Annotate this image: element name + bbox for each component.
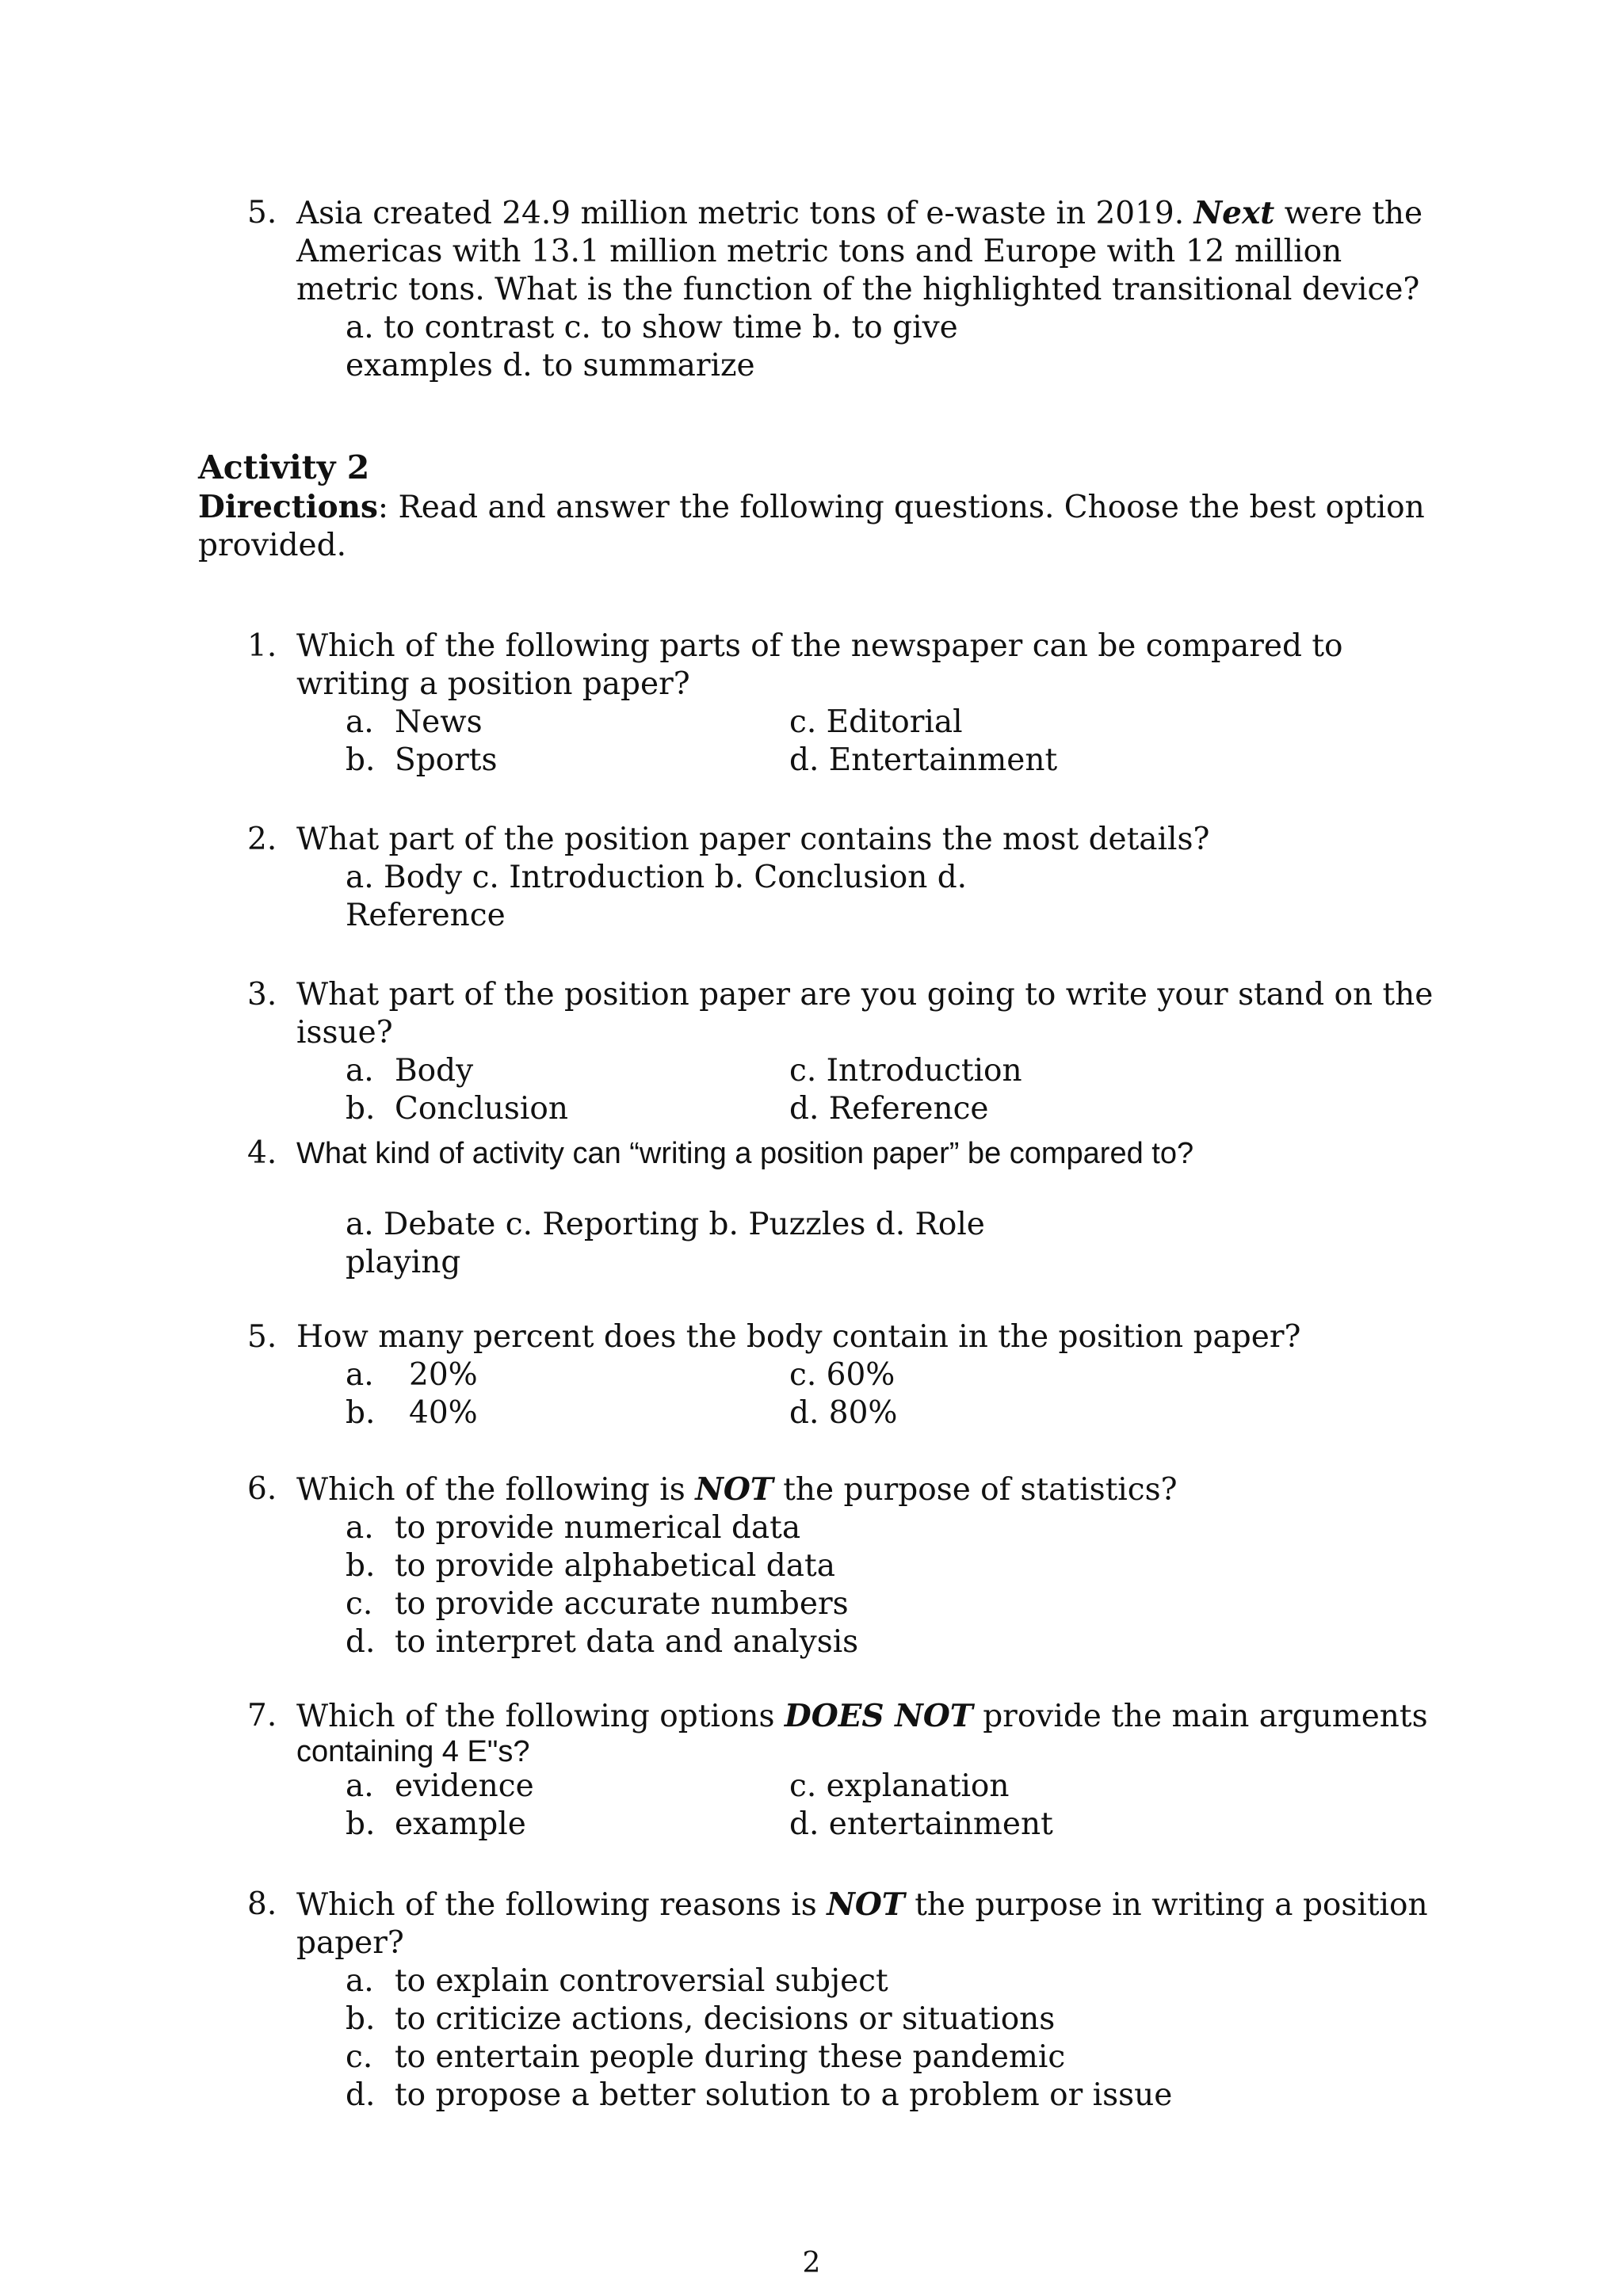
question-text-part: were the Americas with 13.1 million metric tons and Europe with 12 million metric tons. What is the function of the highlighted transitional device? [296,196,1423,307]
option-d: d. entertainment [789,1806,1053,1842]
option-a: a. to explain controversial subject [346,1963,888,1999]
options-line: a. Body c. Introduction b. Conclusion d. [346,860,968,895]
question-3 [247,976,1436,1128]
question-number: 4. [247,1135,277,1171]
page-number: 2 [802,2247,821,2279]
options-grid [346,1356,1436,1432]
option-b: b. Sports [346,742,498,778]
question-text: What part of the position paper are you going to write your stand on the issue? [296,977,1434,1051]
option-c: c. to entertain people during these pandemic [346,2039,1066,2075]
option-d: d. to interpret data and analysis [346,1624,859,1660]
question-text: Which of the following reasons is NOT the purpose in writing a position paper? [296,1886,1428,1961]
activity-title: Activity 2 [198,448,370,486]
question-8 [247,1886,1436,2115]
option-c: c. to provide accurate numbers [346,1586,849,1622]
question-4 [247,1135,1436,1282]
question-emphasis: DOES NOT [784,1698,973,1734]
options-line: a. Debate c. Reporting b. Puzzles d. Role [346,1207,985,1242]
activity-directions [198,488,1434,565]
options-inline [346,1206,1436,1282]
directions-text: : Read and answer the following questions. Choose the best option provided. [198,490,1425,563]
question-number: 6. [247,1471,277,1507]
option-a: a. Body [346,1053,474,1089]
option-b: b. to criticize actions, decisions or situations [346,2001,1056,2037]
option-c: c. 60% [789,1357,896,1393]
option-a: a. evidence [346,1768,534,1804]
question-7 [247,1697,1436,1844]
option-b: b. example [346,1806,526,1842]
options-inline [346,859,1436,935]
question-text [296,194,1436,309]
question-emphasis: NOT [695,1471,773,1508]
question-text: Which of the following parts of the newspaper can be compared to writing a position paper? [296,628,1343,702]
question-number: 5. [247,1319,277,1355]
option-d: d. to propose a better solution to a problem or issue [346,2077,1173,2113]
option-d: d. Entertainment [789,742,1058,778]
option-d: d. Reference [789,1091,989,1127]
option-c: c. Introduction [789,1053,1022,1089]
question-number: 8. [247,1886,277,1922]
question-6 [247,1470,1436,1661]
options-line: a. to contrast c. to show time b. to give [346,310,958,345]
option-a: a. to provide numerical data [346,1510,801,1546]
question-emphasis: Next [1193,195,1275,231]
question-number: 5. [247,195,277,231]
options-grid [346,1768,1436,1844]
options-line: Reference [346,898,506,933]
option-b: b. to provide alphabetical data [346,1548,835,1584]
options-grid [346,704,1436,780]
option-c: c. explanation [789,1768,1010,1804]
option-c: c. Editorial [789,704,963,740]
question-text: Which of the following options DOES NOT provide the main arguments [296,1698,1428,1734]
question-number: 7. [247,1698,277,1733]
question-text: Which of the following is NOT the purpose of statistics? [296,1471,1178,1508]
question-text: What part of the position paper contains the most details? [296,822,1210,857]
question-number: 3. [247,977,277,1013]
question-2 [247,821,1436,935]
option-a: a. News [346,704,483,740]
question-text: What kind of activity can “writing a position paper” be compared to? [296,1137,1194,1170]
option-a: a. 20% [346,1357,478,1393]
options-list [346,1509,1436,1661]
question-text: How many percent does the body contain in the position paper? [296,1319,1301,1355]
option-d: d. 80% [789,1395,898,1431]
question-number: 2. [247,822,277,857]
option-b: b. Conclusion [346,1091,568,1127]
options-inline [346,309,1436,385]
question-5 [247,1318,1436,1432]
options-line: examples d. to summarize [346,348,755,383]
question-text-part: Asia created 24.9 million metric tons of e-waste in 2019. [296,196,1185,231]
option-b: b. 40% [346,1395,478,1431]
options-line: playing [346,1245,461,1280]
question-1 [247,627,1436,780]
question-text-continued: containing 4 E"s? [296,1735,530,1768]
question-number: 1. [247,628,277,664]
directions-label: Directions [198,489,378,525]
question-top-5 [247,194,1436,385]
options-grid [346,1052,1436,1128]
options-list [346,1962,1436,2115]
question-emphasis: NOT [827,1886,905,1923]
